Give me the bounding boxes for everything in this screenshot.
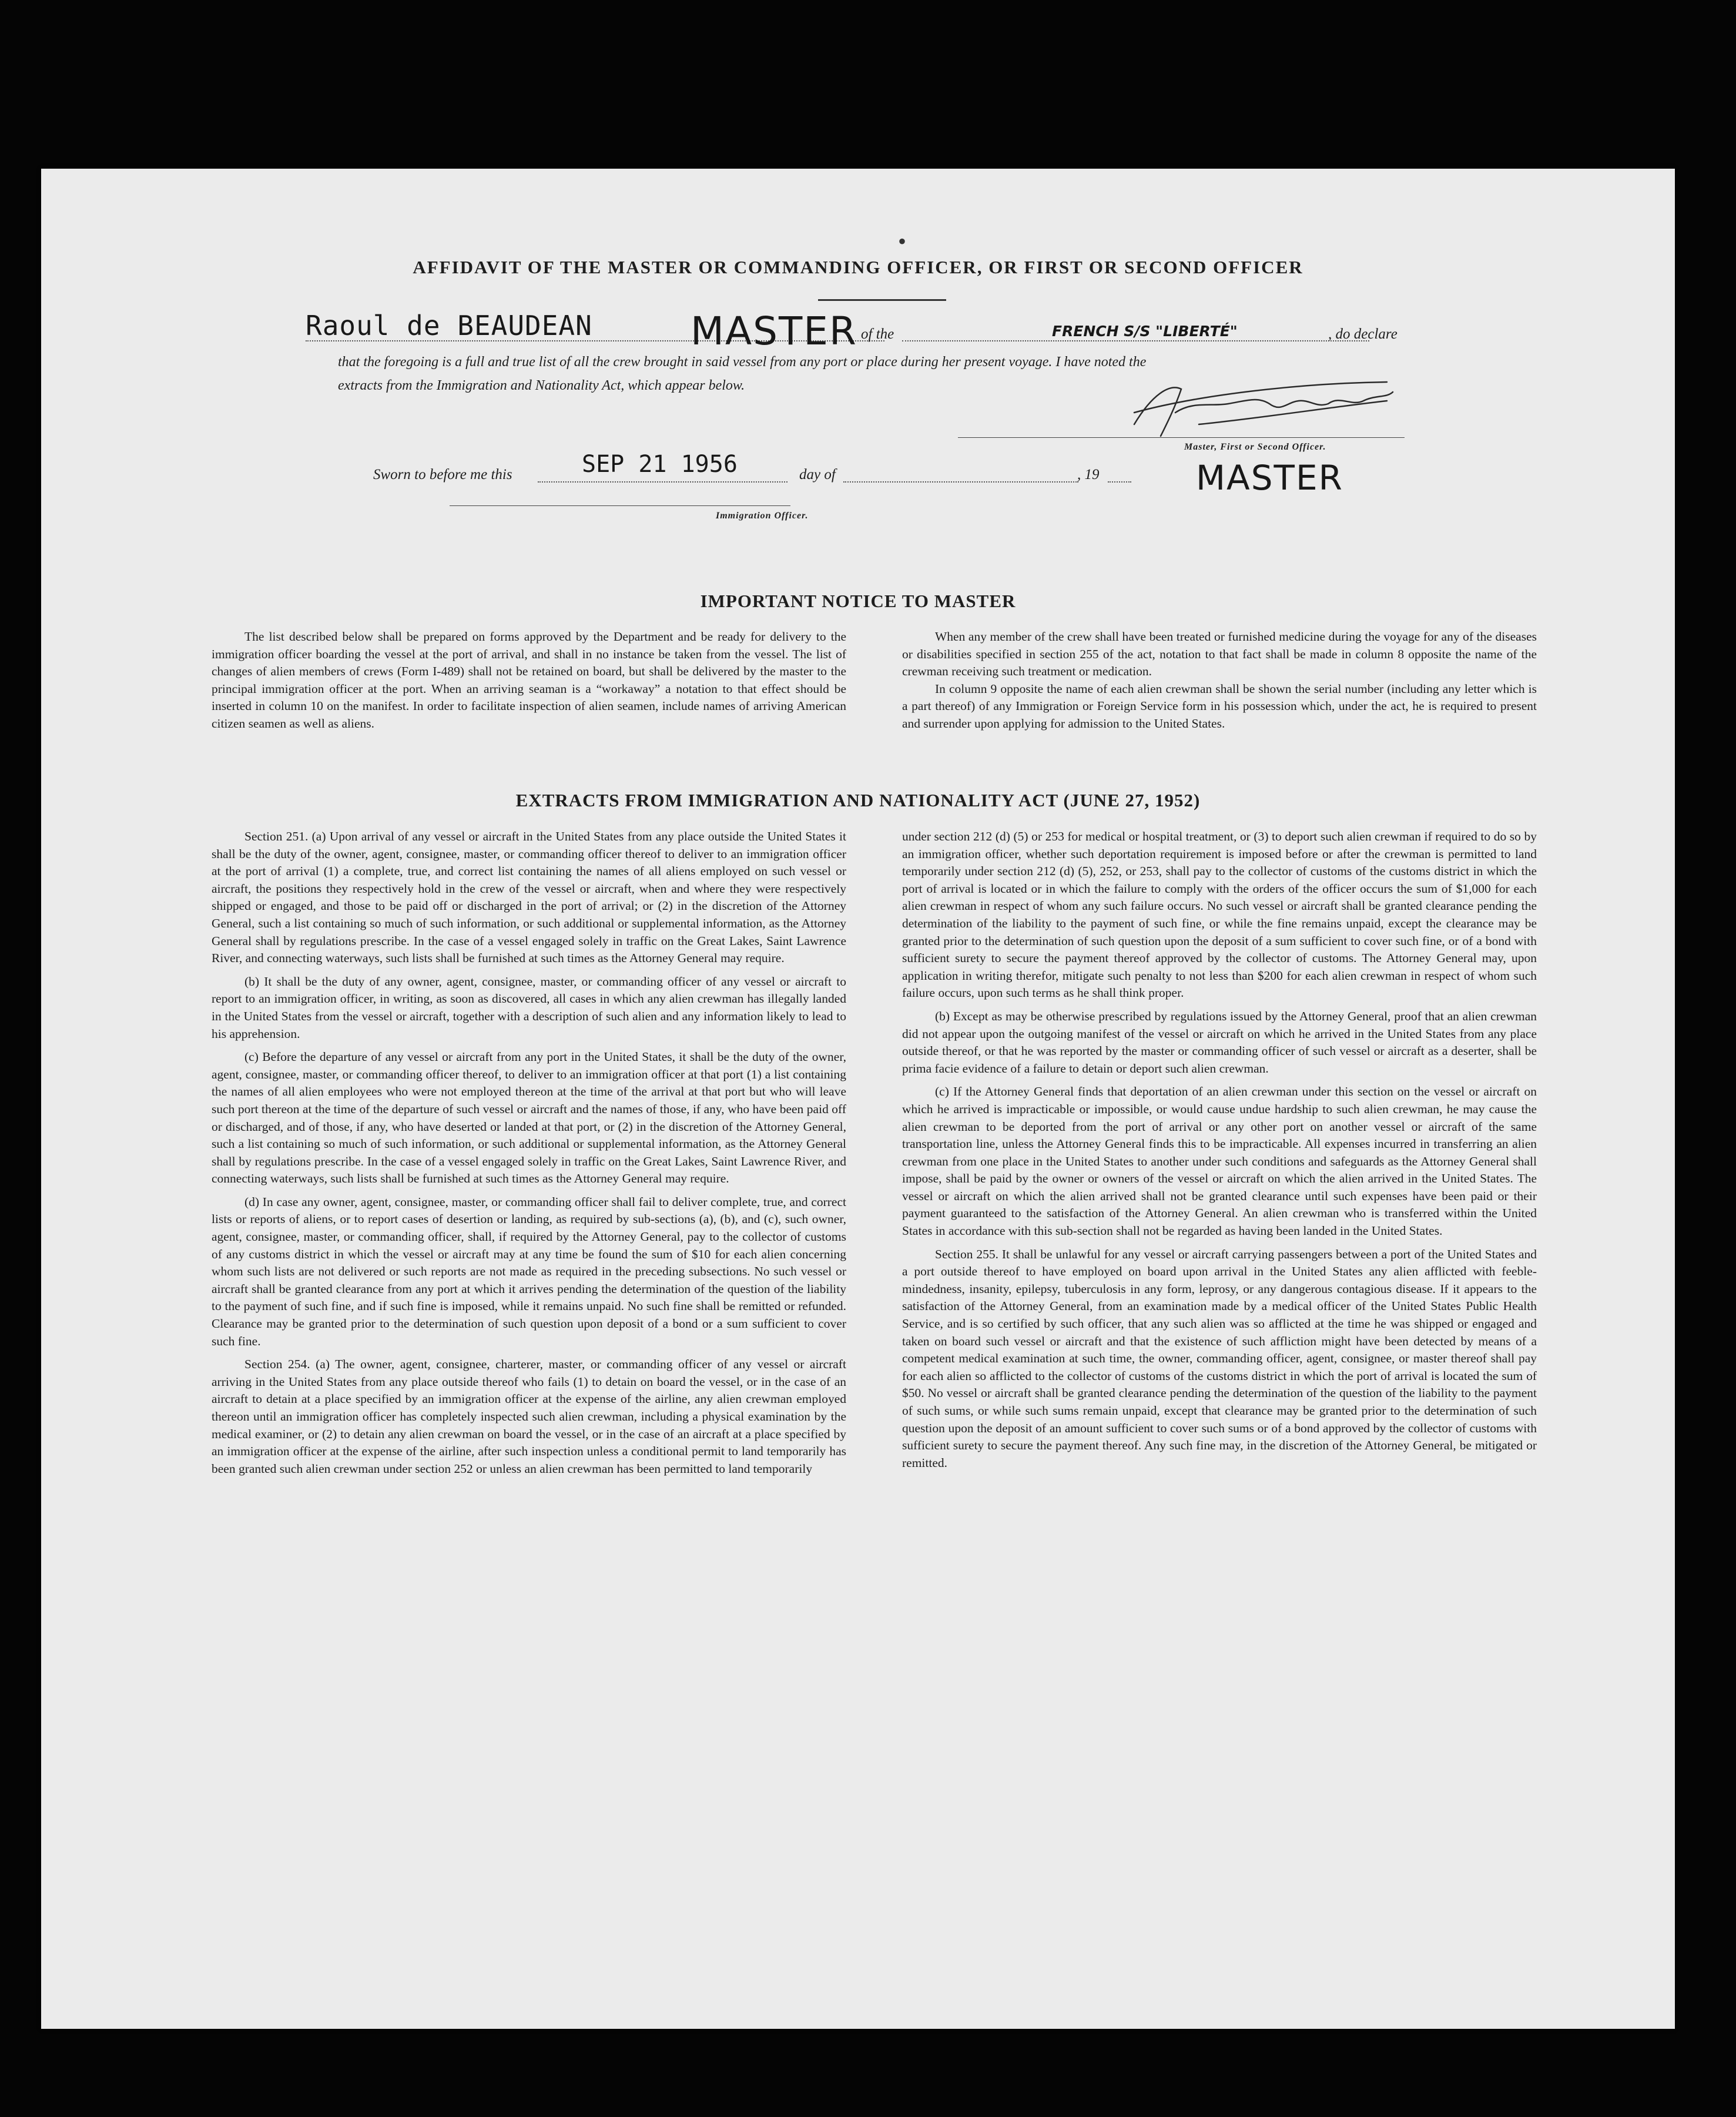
extracts-heading: EXTRACTS FROM IMMIGRATION AND NATIONALITY ACT (JUNE 27, 1952) [515, 790, 1201, 810]
do-declare-label: , do declare [1328, 326, 1397, 342]
notice-right-paragraph-1: When any member of the crew shall have been treated or furnished medicine during the voyage for any of the diseases or disabilities specified in section 255 of the act, notation to that fact shall be made in column 8 opposite the name of the crewman receiving such treatment or medication. [902, 629, 1537, 679]
section-254-a-continued: under section 212 (d) (5) or 253 for medical or hospital treatment, or (3) to deport such alien crewman if required to do so by an immigration officer, whether such deportation requirement is imposed before or after the crewman is permitted to land temporarily under section 212 (d) (5), 252, or 253, shall pay to the collector of customs of the customs district in which the port of arrival is located or in which the failure to comply with the orders of the officer occurs the sum of $1,000 for each alien crewman in respect of whom any such failure occurs. No such vessel or aircraft shall be granted clearance pending the determination of the liability to the payment of such fine, or while the fine remains unpaid, except the clearance may be granted prior to the determination of such question upon the deposit of a sum sufficient to cover such fine, or of a bond with sufficient surety to secure the payment thereof approved by the collector of customs. The Attorney General may, upon application in writing therefor, mitigate such penalty to not less than $200 for each alien crewman in respect of whom such failure occurs, upon such terms as he shall think proper. [902, 829, 1537, 1000]
affidavit-page [41, 169, 1675, 2029]
sworn-label: Sworn to before me this [373, 467, 512, 483]
signature-image [1111, 371, 1405, 448]
extracts-left-column [212, 828, 846, 1483]
title-rule [818, 299, 946, 301]
notice-right-column [902, 628, 1537, 733]
section-251-d: (d) In case any owner, agent, consignee, master, or commanding officer shall fail to deliver complete, true, and correct lists or reports of aliens, or to report cases of desertion or landing, as required by sub-sections (a), (b), and (c), such owner, agent, consignee, master, or commanding officer, shall, if required by the Attorney General, pay to the collector of customs of any customs district in which the vessel or aircraft may at any time be found the sum of $10 for each alien concerning whom such lists are not delivered or such reports are not made as required in the preceding subsections. No such vessel or aircraft shall be granted clearance from any port at which it arrives pending the determination of the question of the liability to the payment of such fine, and if such fine is imposed, while it remains unpaid. No such fine shall be remitted or refunded. Clearance may be granted prior to the determination of such question upon deposit of a bond or a sum sufficient to cover such fine. [212, 1194, 846, 1348]
vessel-dotted-line [902, 340, 1369, 341]
section-255: Section 255. It shall be unlawful for any vessel or aircraft carrying passengers between a port of the United States and a port outside thereof to have employed on board upon arrival in the United States any alien afflicted with feeble-mindedness, insanity, epilepsy, tuberculosis in any form, leprosy, or any dangerous contagious disease. If it appears to the satisfaction of the Attorney General, from an examination made by a medical officer of the United States Public Health Service, and is so certified by such officer, that any such alien was so afflicted at the time he was shipped or engaged and taken on board such vessel or aircraft and that the existence of such affliction might have been detected by means of a competent medical examination at such time, the owner, commanding officer, agent, consignee, or master thereof shall pay for each alien so afflicted to the collector of customs of the customs district in which the port of arrival is located the sum of $50. No vessel or aircraft shall be granted clearance pending the determination of the question of the liability to the payment of such sums, or while such sums remain unpaid, except that clearance may be granted prior to the determination of such question upon the deposit of an amount sufficient to cover such sums or of a bond approved by the collector of customs with sufficient surety to secure the payment thereof. Any such fine may, in the discretion of the Attorney General, be mitigated or remitted. [902, 1247, 1537, 1470]
extracts-right-column [902, 828, 1537, 1478]
declaration-line-1: that the foregoing is a full and true list of all the crew brought in said vessel from any port or place during her present voyage. I have noted the [338, 354, 1147, 370]
officer-caption: Immigration Officer. [716, 511, 809, 521]
year-prefix: , 19 [1077, 467, 1100, 483]
notice-right-paragraph-2: In column 9 opposite the name of each alien crewman shall be shown the serial number (including any letter which is a part thereof) of any Immigration or Foreign Service form in his possession which, under the act, he is required to present and surrender upon applying for admission to the United States. [902, 681, 1537, 731]
declaration-line-2: extracts from the Immigration and Nationality Act, which appear below. [338, 378, 745, 393]
vessel-name: FRENCH S/S "LIBERTÉ" [1052, 323, 1238, 340]
day-of-label: day of [799, 467, 836, 483]
sworn-date-stamp: SEP 21 1956 [582, 451, 738, 478]
affidavit-title: AFFIDAVIT OF THE MASTER OR COMMANDING OFFICER, OR FIRST OR SECOND OFFICER [413, 257, 1303, 277]
officer-name: Raoul de BEAUDEAN [306, 310, 592, 341]
officer-signature-line [450, 505, 790, 506]
sworn-date-dotted-line [538, 481, 787, 483]
master-stamp: MASTER [1196, 458, 1343, 498]
ink-dot: • [898, 228, 907, 254]
signature-caption: Master, First or Second Officer. [1184, 442, 1326, 452]
notice-left-paragraph: The list described below shall be prepared on forms approved by the Department and be ready for delivery to the immigration officer boarding the vessel at the port of arrival, and shall in no instance be taken from the vessel. The list of changes of alien members of crews (Form I-489) shall not be retained on board, but shall be delivered by the master to the principal immigration officer at the port. When an arriving seaman is a “workaway” a notation to that effect should be inserted in column 10 on the manifest. In order to facilitate inspection of alien seamen, include names of arriving American citizen seamen as well as aliens. [212, 629, 846, 731]
section-254-c: (c) If the Attorney General finds that deportation of an alien crewman under this section on the vessel or aircraft on which he arrived is impracticable or impossible, or would cause undue hardship to such alien crewman, he may cause the alien crewman to be deported from the port of arrival or any other port on another vessel or aircraft of the same transportation line, unless the Attorney General finds this to be impracticable. All expenses incurred in transferring an alien crewman from one place in the United States to another under such conditions and safeguards as the Attorney General shall impose, shall be paid by the owner or owners of the vessel or aircraft on which the alien arrived in the United States. The vessel or aircraft on which the alien arrived shall not be granted clearance until such expenses have been paid or their payment guaranteed to the satisfaction of the Attorney General. An alien crewman who is transferred within the United States in accordance with this sub-section shall not be regarded as having been landed in the United States. [902, 1084, 1537, 1238]
month-dotted-line [843, 481, 1078, 483]
of-the-label: of the [861, 326, 894, 342]
section-251-b: (b) It shall be the duty of any owner, agent, consignee, master, or commanding officer of any vessel or aircraft to report to an immigration officer, in writing, as soon as discovered, all cases in which any alien crewman has illegally landed in the United States from the vessel or aircraft, together with a description of such alien and any information likely to lead to his apprehension. [212, 974, 846, 1041]
section-251-a: Section 251. (a) Upon arrival of any vessel or aircraft in the United States from any place outside the United States it shall be the duty of the owner, agent, consignee, master, or commanding officer thereof to deliver to an immigration officer at the port of arrival (1) a complete, true, and correct list containing the names of all aliens employed on such vessel or aircraft, the positions they respectively hold in the crew of the vessel or aircraft, when and where they were respectively shipped or engaged, and those to be paid off or discharged in the port of arrival; or (2) in the discretion of the Attorney General, such a list containing so much of such information, or such additional or supplemental information, as the Attorney General shall by regulations prescribe. In the case of a vessel engaged solely in traffic on the Great Lakes, Saint Lawrence River, and connecting waterways, such lists shall be furnished at such times as the Attorney General may require. [212, 829, 846, 966]
notice-left-column [212, 628, 846, 733]
year-dotted-line [1108, 481, 1131, 483]
section-254-b: (b) Except as may be otherwise prescribed by regulations issued by the Attorney General, proof that an alien crewman did not appear upon the outgoing manifest of the vessel or aircraft on which he arrived in the United States from any place outside thereof, or that he was reported by the master or commanding officer of such vessel or aircraft as a deserter, shall be prima facie evidence of a failure to detain or deport such alien crewman. [902, 1009, 1537, 1076]
section-254-a: Section 254. (a) The owner, agent, consignee, charterer, master, or commanding officer of any vessel or aircraft arriving in the United States from any place outside thereof who fails (1) to detain on board the vessel, or in the case of an aircraft to detain at a place specified by an immigration officer at the expense of the airline, any alien crewman employed thereon until an immigration officer has completely inspected such alien crewman, including a physical examination by the medical examiner, or (2) to detain any alien crewman on board the vessel, or in the case of an aircraft at a place specified by an immigration officer at the expense of the airline, after such inspection unless a conditional permit to land temporarily has been granted such alien crewman under section 252 or unless an alien crewman has been permitted to land temporarily [212, 1357, 846, 1476]
rank-stamp: MASTER [691, 309, 857, 354]
section-251-c: (c) Before the departure of any vessel or aircraft from any port in the United States, it shall be the duty of the owner, agent, consignee, master, or commanding officer thereof, to deliver to an immigration officer at that port (1) a list containing the names of all alien employees who were not employed thereon at the time of the arrival at that port but who will leave such port thereon at the time of the departure of such vessel or aircraft and the names of those, if any, who have been paid off or discharged, and of those, if any, who have deserted or landed at that port, or (2) in the discretion of the Attorney General, such a list containing so much of such information, or such additional or supplemental information, as the Attorney General shall by regulations prescribe. In the case of a vessel engaged solely in traffic on the Great Lakes, Saint Lawrence River, and connecting waterways, such lists shall be furnished at such times as the Attorney General may require. [212, 1050, 846, 1186]
signature-line [958, 437, 1405, 438]
notice-heading: IMPORTANT NOTICE TO MASTER [700, 591, 1016, 611]
